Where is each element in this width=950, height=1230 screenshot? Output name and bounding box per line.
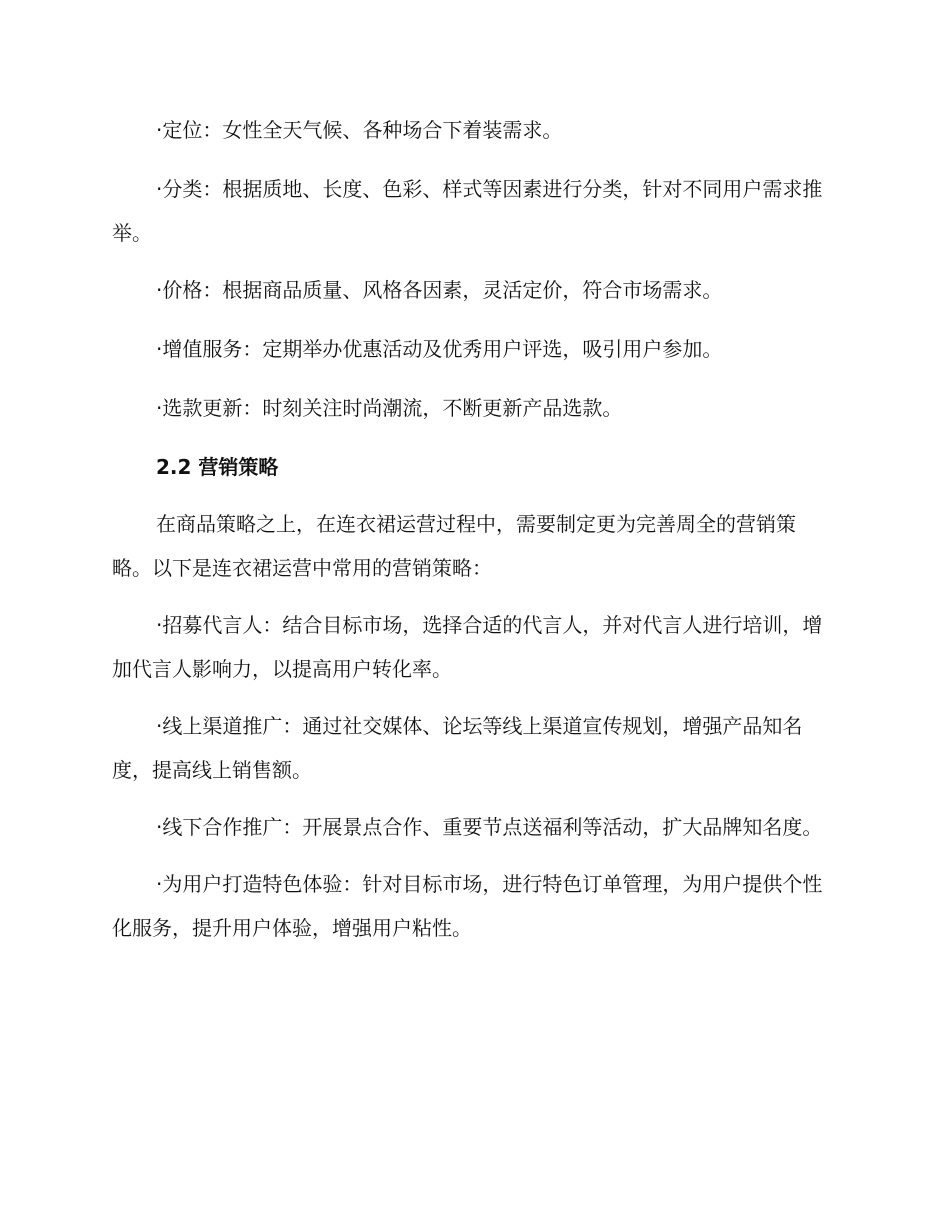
bullet-offline-promotion: ·线下合作推广：开展景点合作、重要节点送福利等活动，扩大品牌知名度。 (156, 815, 823, 839)
bullet-classification: ·分类：根据质地、长度、色彩、样式等因素进行分类，针对不同用户需求推举。 (112, 177, 823, 245)
marketing-intro-paragraph: 在商品策略之上，在连衣裙运营过程中，需要制定更为完善周全的营销策略。以下是连衣裙运营中常用的营销策略： (112, 512, 796, 580)
bullet-value-added-services: ·增值服务：定期举办优惠活动及优秀用户评选，吸引用户参加。 (156, 337, 723, 361)
bullet-online-promotion: ·线上渠道推广：通过社交媒体、论坛等线上渠道宣传规划，增强产品知名度，提高线上销售额。 (112, 714, 803, 782)
bullet-style-updates: ·选款更新：时刻关注时尚潮流，不断更新产品选款。 (156, 396, 623, 420)
bullet-pricing: ·价格：根据商品质量、风格各因素，灵活定价，符合市场需求。 (156, 278, 723, 302)
bullet-user-experience: ·为用户打造特色体验：针对目标市场，进行特色订单管理，为用户提供个性化服务，提升用户体验，增强用户粘性。 (112, 872, 823, 940)
section-heading-marketing-strategy: 2.2 营销策略 (156, 455, 279, 479)
document-page (112, 108, 828, 950)
bullet-positioning: ·定位：女性全天气候、各种场合下着装需求。 (156, 118, 563, 142)
bullet-spokesperson: ·招募代言人：结合目标市场，选择合适的代言人，并对代言人进行培训，增加代言人影响力，以提高用户转化率。 (112, 613, 823, 681)
